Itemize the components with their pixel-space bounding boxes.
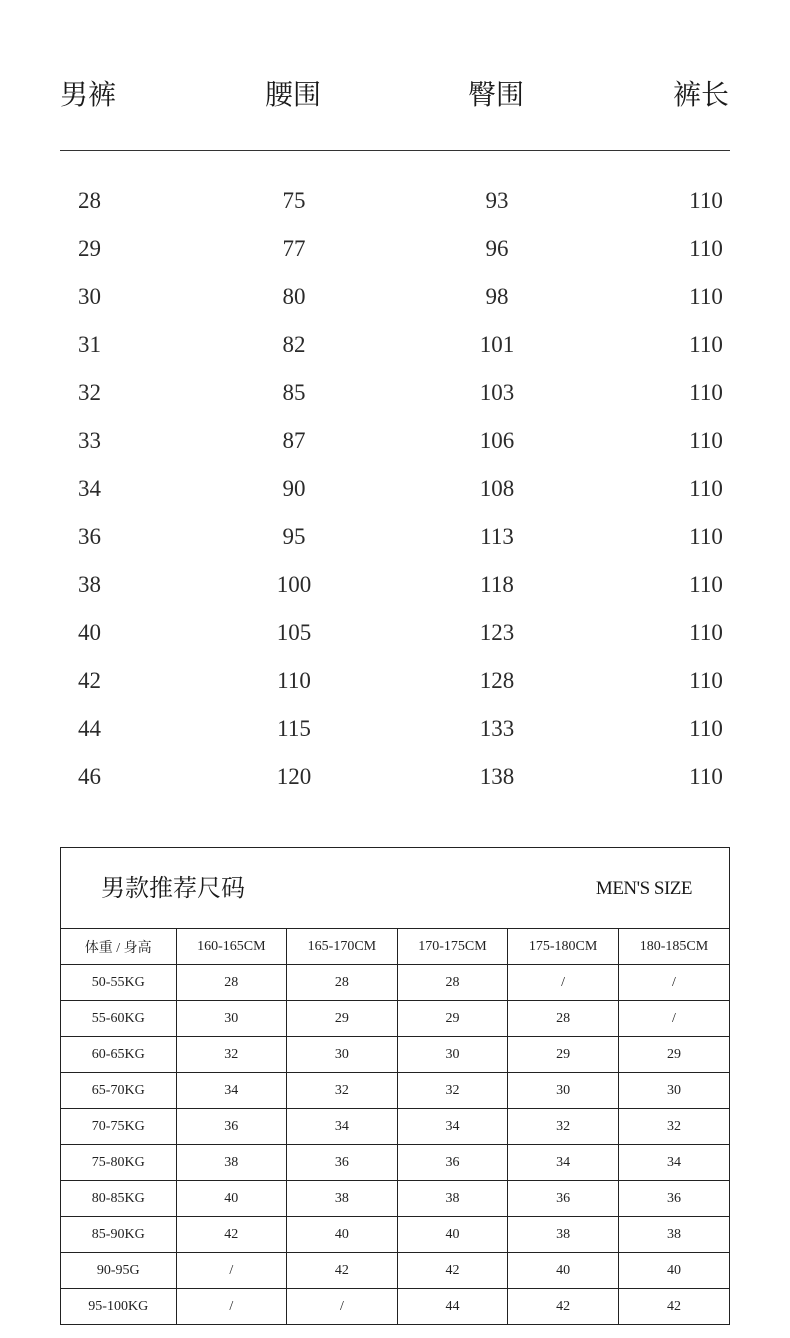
- size-cell: 110: [689, 284, 723, 309]
- size-cell: 120: [276, 764, 312, 789]
- size-cell: 101: [479, 332, 515, 357]
- size-cell: 105: [276, 620, 312, 645]
- recommended-size-cell: 36: [397, 1145, 508, 1181]
- recommendation-row: [61, 1253, 729, 1289]
- weight-range-cell: 75-80KG: [61, 1145, 176, 1181]
- recommendation-grid: [61, 929, 729, 1324]
- size-cell: 110: [277, 668, 311, 693]
- size-cell: 31: [78, 332, 101, 357]
- recommended-size-cell: 34: [397, 1109, 508, 1145]
- size-cell: 133: [479, 716, 515, 741]
- recommended-size-cell: 34: [508, 1145, 619, 1181]
- weight-range-cell: 60-65KG: [61, 1037, 176, 1073]
- recommended-size-cell: 29: [397, 1001, 508, 1037]
- size-cell: 96: [485, 236, 509, 261]
- weight-range-cell: 95-100KG: [61, 1289, 176, 1325]
- size-cell: 82: [282, 332, 306, 357]
- size-row: [60, 609, 730, 657]
- size-cell: 110: [689, 476, 723, 501]
- size-cell: 38: [78, 572, 101, 597]
- size-row: [60, 369, 730, 417]
- recommended-size-cell: 34: [287, 1109, 398, 1145]
- size-cell: 123: [479, 620, 515, 645]
- size-cell: 80: [282, 284, 306, 309]
- size-cell: 77: [282, 236, 306, 261]
- size-cell: 46: [78, 764, 101, 789]
- size-cell: 118: [480, 572, 514, 597]
- weight-range-cell: 80-85KG: [61, 1181, 176, 1217]
- recommended-size-cell: 32: [508, 1109, 619, 1145]
- size-cell: 87: [282, 428, 306, 453]
- height-range-header: 180-185CM: [618, 929, 729, 965]
- height-range-header: 170-175CM: [397, 929, 508, 965]
- size-row: [60, 273, 730, 321]
- recommendation-row: [61, 1109, 729, 1145]
- recommended-size-cell: 29: [287, 1001, 398, 1037]
- recommended-size-cell: 30: [287, 1037, 398, 1073]
- size-row: [60, 465, 730, 513]
- size-recommendation-table: [60, 847, 730, 1325]
- size-cell: 110: [689, 428, 723, 453]
- size-table-body: [60, 177, 730, 801]
- recommendation-row: [61, 1289, 729, 1325]
- recommended-size-cell: 36: [287, 1145, 398, 1181]
- recommended-size-cell: 28: [397, 965, 508, 1001]
- recommended-size-cell: 29: [508, 1037, 619, 1073]
- recommendation-row: [61, 1037, 729, 1073]
- size-row: [60, 753, 730, 801]
- size-cell: 115: [277, 716, 311, 741]
- size-cell: 28: [78, 188, 101, 213]
- recommended-size-cell: 42: [287, 1253, 398, 1289]
- recommended-size-cell: 36: [618, 1181, 729, 1217]
- recommended-size-cell: 28: [176, 965, 287, 1001]
- size-cell: 110: [689, 332, 723, 357]
- recommended-size-cell: 29: [618, 1037, 729, 1073]
- recommended-size-cell: 42: [397, 1253, 508, 1289]
- recommended-size-cell: 38: [508, 1217, 619, 1253]
- size-row: [60, 321, 730, 369]
- size-cell: 110: [689, 188, 723, 213]
- recommended-size-cell: /: [618, 965, 729, 1001]
- size-cell: 93: [485, 188, 509, 213]
- recommended-size-cell: 30: [508, 1073, 619, 1109]
- size-row: [60, 705, 730, 753]
- recommended-size-cell: 28: [287, 965, 398, 1001]
- recommended-size-cell: /: [508, 965, 619, 1001]
- recommended-size-cell: 34: [176, 1073, 287, 1109]
- recommended-size-cell: /: [618, 1001, 729, 1037]
- recommendation-title-en: MEN'S SIZE: [595, 878, 692, 899]
- size-cell: 100: [276, 572, 312, 597]
- weight-range-cell: 50-55KG: [61, 965, 176, 1001]
- size-row: [60, 561, 730, 609]
- weight-range-cell: 90-95G: [61, 1253, 176, 1289]
- recommended-size-cell: /: [287, 1289, 398, 1325]
- size-cell: 110: [689, 764, 723, 789]
- weight-height-header: 体重 / 身高: [61, 929, 176, 965]
- size-cell: 108: [479, 476, 515, 501]
- recommended-size-cell: 36: [176, 1109, 287, 1145]
- recommended-size-cell: 32: [618, 1109, 729, 1145]
- size-cell: 110: [689, 572, 723, 597]
- size-cell: 110: [689, 716, 723, 741]
- size-cell: 110: [689, 620, 723, 645]
- size-cell: 110: [689, 524, 723, 549]
- recommendation-title-bar: [61, 848, 729, 929]
- recommended-size-cell: 38: [618, 1217, 729, 1253]
- recommended-size-cell: /: [176, 1253, 287, 1289]
- recommendation-title-cn: 男款推荐尺码: [101, 874, 245, 902]
- recommended-size-cell: 38: [397, 1181, 508, 1217]
- size-cell: 95: [282, 524, 306, 549]
- size-cell: 32: [78, 380, 101, 405]
- recommended-size-cell: 32: [287, 1073, 398, 1109]
- size-cell: 30: [78, 284, 101, 309]
- recommended-size-cell: 42: [508, 1289, 619, 1325]
- size-row: [60, 417, 730, 465]
- size-cell: 110: [689, 236, 723, 261]
- size-cell: 103: [479, 380, 515, 405]
- recommendation-row: [61, 1073, 729, 1109]
- recommendation-row: [61, 1181, 729, 1217]
- header-waist: 腰围: [265, 78, 322, 111]
- recommended-size-cell: 34: [618, 1145, 729, 1181]
- size-table-header: [60, 70, 730, 120]
- size-cell: 128: [479, 668, 515, 693]
- header-length: 裤长: [673, 78, 730, 111]
- recommended-size-cell: 28: [508, 1001, 619, 1037]
- header-divider: [60, 150, 730, 151]
- recommended-size-cell: 40: [508, 1253, 619, 1289]
- size-cell: 113: [480, 524, 514, 549]
- recommendation-header-row: [61, 929, 729, 965]
- size-cell: 85: [282, 380, 306, 405]
- weight-range-cell: 65-70KG: [61, 1073, 176, 1109]
- size-cell: 44: [78, 716, 101, 741]
- size-row: [60, 177, 730, 225]
- recommended-size-cell: 42: [176, 1217, 287, 1253]
- size-cell: 106: [479, 428, 515, 453]
- size-cell: 110: [689, 380, 723, 405]
- height-range-header: 175-180CM: [508, 929, 619, 965]
- recommended-size-cell: 36: [508, 1181, 619, 1217]
- size-cell: 75: [282, 188, 306, 213]
- recommended-size-cell: 38: [176, 1145, 287, 1181]
- recommended-size-cell: 40: [397, 1217, 508, 1253]
- size-row: [60, 657, 730, 705]
- header-mens-pants: 男裤: [60, 78, 117, 111]
- size-row: [60, 513, 730, 561]
- size-cell: 29: [78, 236, 101, 261]
- weight-range-cell: 55-60KG: [61, 1001, 176, 1037]
- height-range-header: 165-170CM: [287, 929, 398, 965]
- recommended-size-cell: 30: [397, 1037, 508, 1073]
- header-hip: 臀围: [468, 78, 525, 111]
- size-row: [60, 225, 730, 273]
- size-cell: 36: [78, 524, 101, 549]
- weight-range-cell: 85-90KG: [61, 1217, 176, 1253]
- recommended-size-cell: 32: [176, 1037, 287, 1073]
- size-cell: 40: [78, 620, 101, 645]
- weight-range-cell: 70-75KG: [61, 1109, 176, 1145]
- recommendation-row: [61, 1145, 729, 1181]
- recommended-size-cell: 30: [618, 1073, 729, 1109]
- recommended-size-cell: 44: [397, 1289, 508, 1325]
- size-cell: 98: [485, 284, 509, 309]
- size-cell: 42: [78, 668, 101, 693]
- size-cell: 110: [689, 668, 723, 693]
- recommended-size-cell: 38: [287, 1181, 398, 1217]
- recommended-size-cell: 40: [618, 1253, 729, 1289]
- recommendation-row: [61, 965, 729, 1001]
- recommendation-row: [61, 1001, 729, 1037]
- recommended-size-cell: 42: [618, 1289, 729, 1325]
- recommended-size-cell: 40: [176, 1181, 287, 1217]
- recommended-size-cell: 30: [176, 1001, 287, 1037]
- size-cell: 34: [78, 476, 101, 501]
- recommended-size-cell: 40: [287, 1217, 398, 1253]
- recommended-size-cell: 32: [397, 1073, 508, 1109]
- size-cell: 33: [78, 428, 101, 453]
- height-range-header: 160-165CM: [176, 929, 287, 965]
- recommended-size-cell: /: [176, 1289, 287, 1325]
- size-cell: 138: [479, 764, 515, 789]
- size-cell: 90: [282, 476, 306, 501]
- recommendation-row: [61, 1217, 729, 1253]
